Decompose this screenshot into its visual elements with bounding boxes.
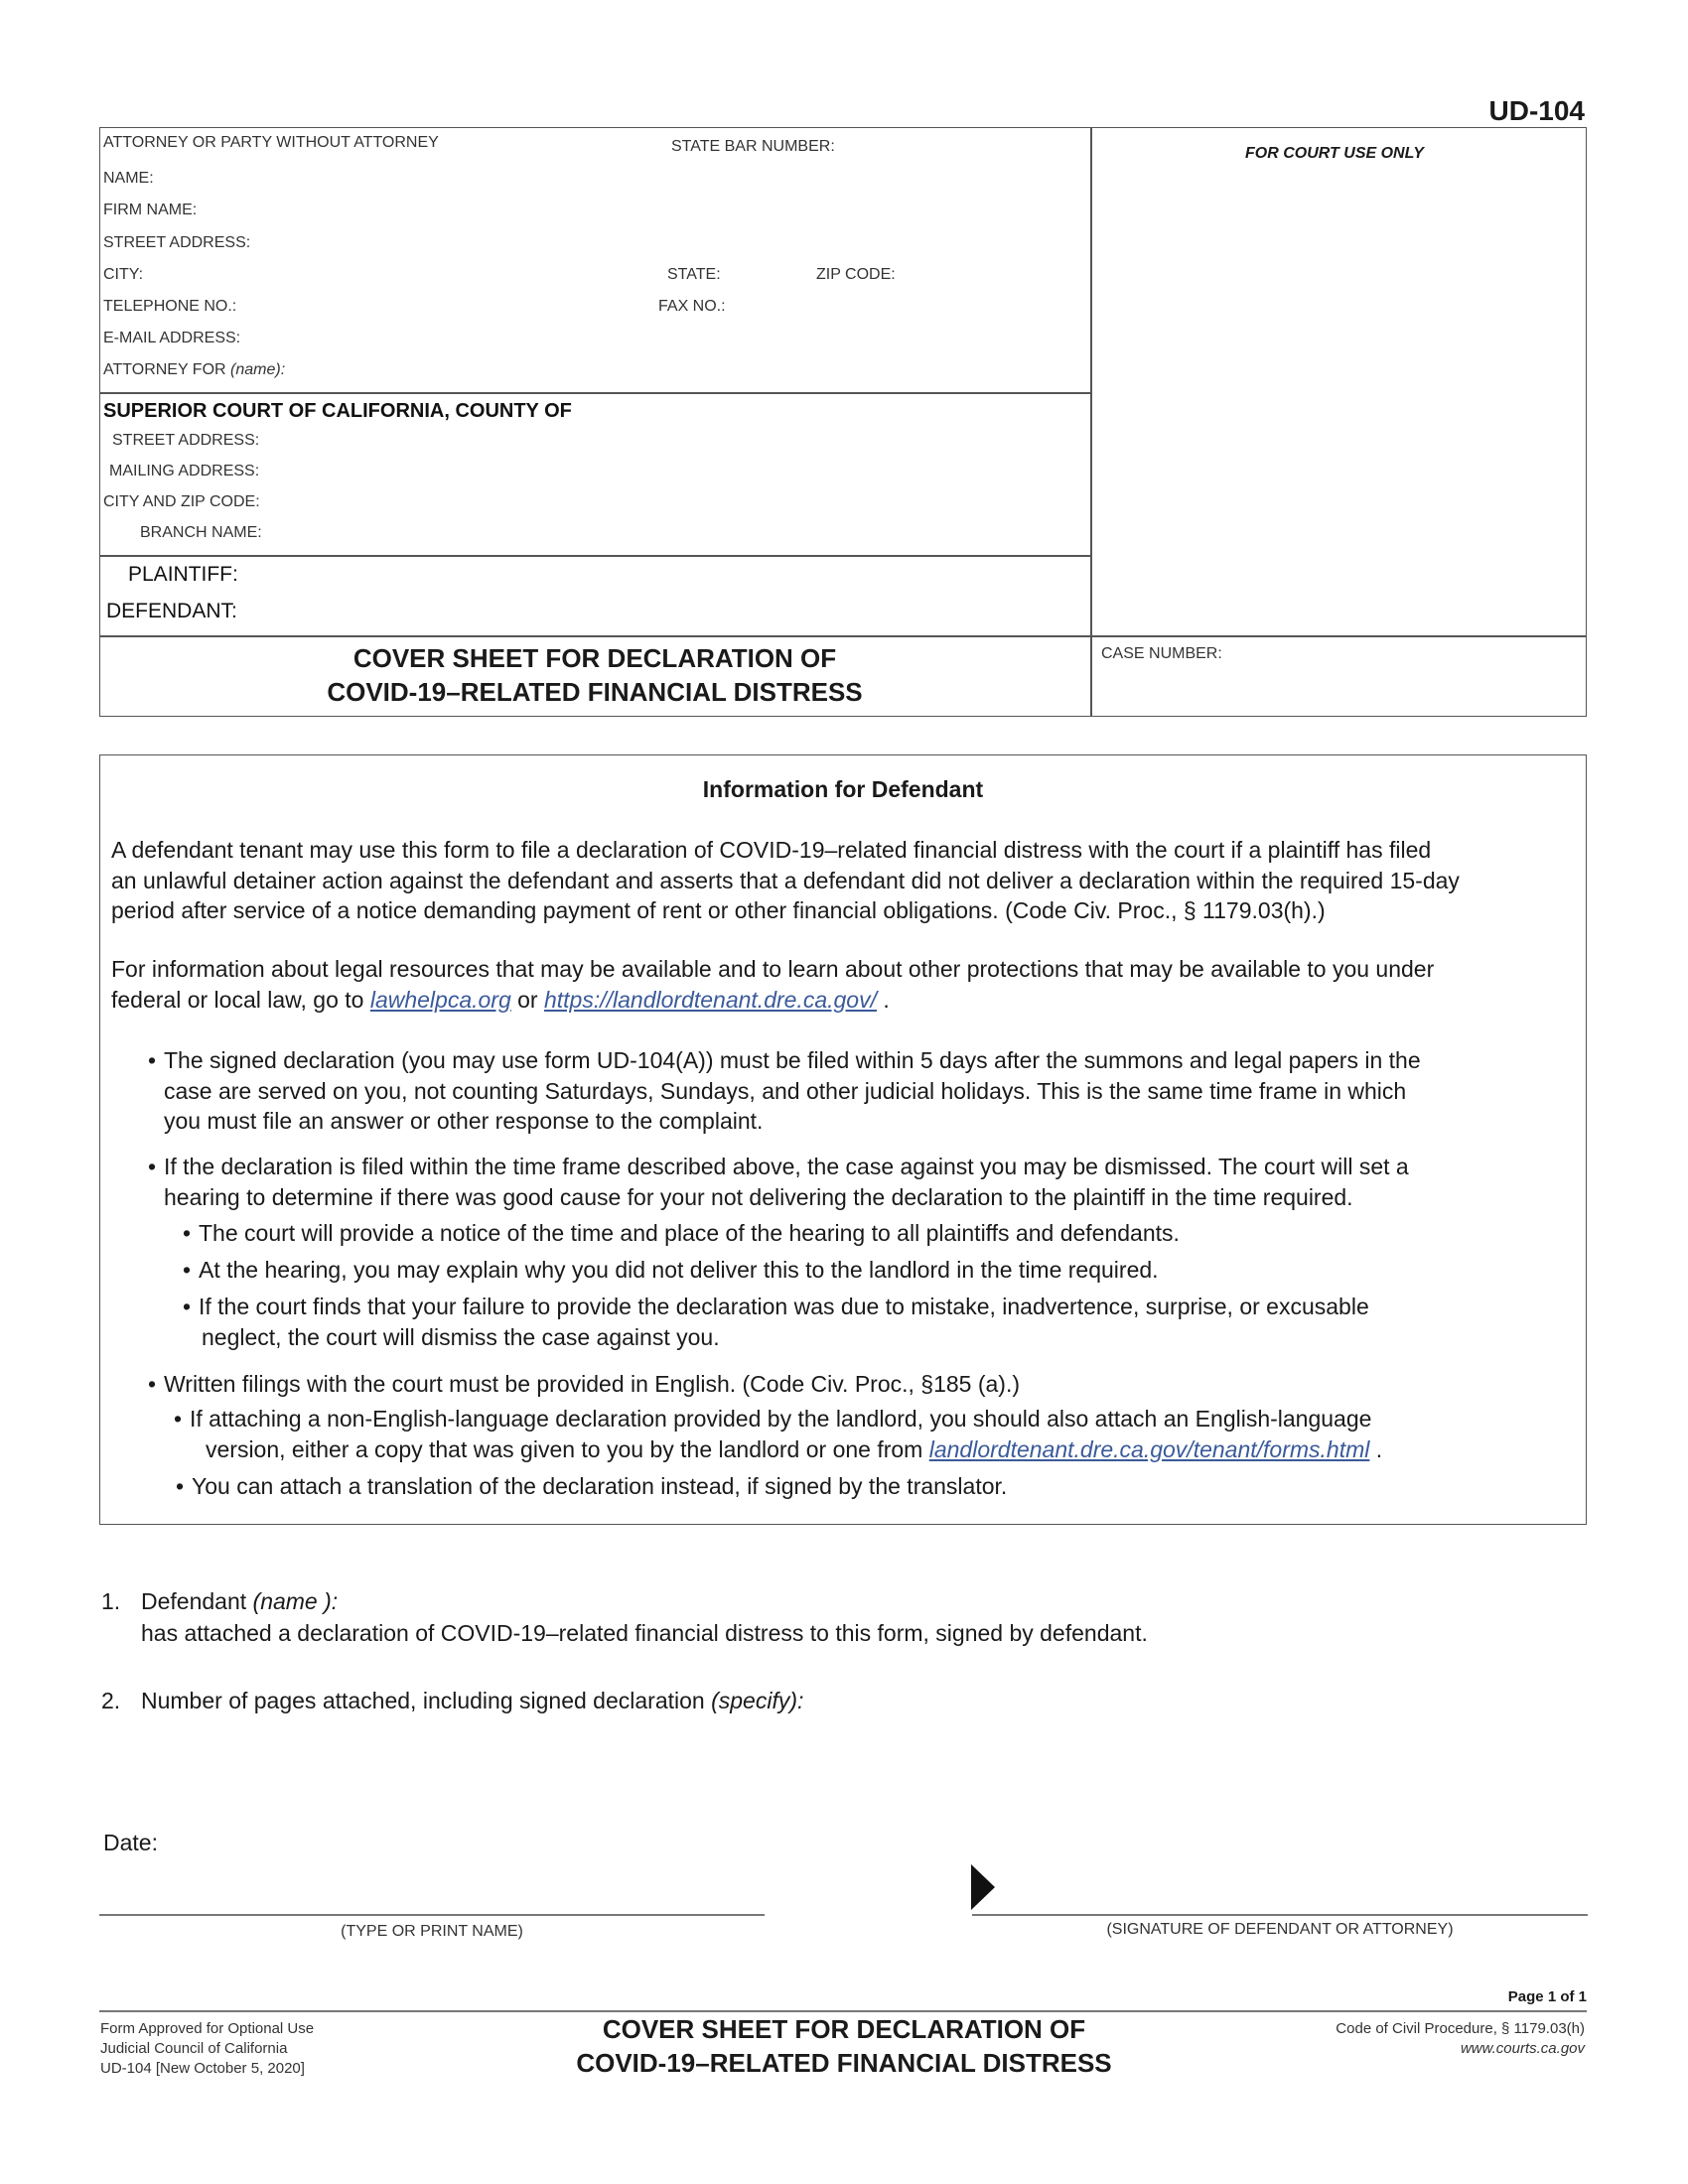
cover-title-line1: COVER SHEET FOR DECLARATION OF — [352, 643, 837, 673]
footer-right — [1336, 2019, 1585, 2059]
item-1 — [141, 1585, 1148, 1649]
footer-right-line2[interactable]: www.courts.ca.gov — [1460, 2040, 1585, 2057]
footer-title-line1: COVER SHEET FOR DECLARATION OF — [602, 2014, 1086, 2044]
item-1-line1 — [141, 1585, 1148, 1617]
state-bar-label: STATE BAR NUMBER: — [671, 138, 835, 155]
date-label: Date: — [103, 1830, 158, 1855]
footer-right-line1: Code of Civil Procedure, § 1179.03(h) — [1336, 2020, 1585, 2037]
caption-rule-title — [99, 635, 1587, 637]
footer-left-line2: Judicial Council of California — [100, 2040, 288, 2057]
signature-line — [972, 1914, 1588, 1916]
info-heading: Information for Defendant — [702, 776, 984, 802]
b2c-line1: • If the court finds that your failure to provide the declaration was due to mistake, inadvertence, surprise, or excusable — [199, 1294, 1369, 1319]
case-number-label: CASE NUMBER: — [1101, 645, 1222, 662]
info-paragraph-2 — [111, 954, 1434, 1015]
b2-line2: hearing to determine if there was good cause for your not delivering the declaration to the plaintiff in the time required. — [164, 1183, 1353, 1210]
caption-divider — [1090, 127, 1092, 717]
item-1-note: (name ): — [252, 1588, 339, 1614]
court-name: SUPERIOR COURT OF CALIFORNIA, COUNTY OF — [103, 400, 572, 422]
item-1-number: 1. — [101, 1588, 121, 1614]
court-city-label: CITY AND ZIP CODE: — [103, 493, 260, 510]
p1-line2: an unlawful detainer action against the defendant and asserts that a defendant did not deliver a declaration within the required 15-day — [111, 867, 1460, 893]
signature-arrow-icon — [971, 1864, 997, 1910]
court-branch-label: BRANCH NAME: — [140, 524, 262, 541]
bullet-hearing: • At the hearing, you may explain why you did not deliver this to the landlord in the time required. — [199, 1255, 1159, 1286]
bullet-notice: • The court will provide a notice of the time and place of the hearing to all plaintiffs and defendants. — [199, 1218, 1180, 1249]
signature-caption: (SIGNATURE OF DEFENDANT OR ATTORNEY) — [1106, 1921, 1454, 1938]
p1-line1: A defendant tenant may use this form to file a declaration of COVID-19–related financial distress with the court if a plaintiff has filed — [111, 837, 1432, 863]
item-2-label: Number of pages attached, including signed declaration — [141, 1688, 705, 1713]
cover-sheet-title — [99, 641, 1090, 709]
bullet-translation: • You can attach a translation of the declaration instead, if signed by the translator. — [192, 1471, 1007, 1502]
footer-title — [496, 2012, 1192, 2080]
b3a-line2-text: version, either a copy that was given to you by the landlord or one from — [206, 1435, 929, 1462]
landlordtenant-link[interactable]: https://landlordtenant.dre.ca.gov/ — [543, 986, 877, 1013]
footer-left-line3: UD-104 [New October 5, 2020] — [100, 2060, 305, 2077]
state-label: STATE: — [667, 266, 721, 283]
info-paragraph-1 — [111, 835, 1460, 926]
plaintiff-label: PLAINTIFF: — [128, 563, 238, 586]
page-indicator: Page 1 of 1 — [1507, 1988, 1587, 2005]
caption-rule-parties — [99, 555, 1090, 557]
footer-left-line1: Form Approved for Optional Use — [100, 2020, 315, 2037]
attorney-for-text: ATTORNEY FOR — [103, 361, 226, 378]
b3a-line2 — [190, 1434, 1382, 1465]
attorney-header: ATTORNEY OR PARTY WITHOUT ATTORNEY — [103, 134, 439, 151]
firm-name-label: FIRM NAME: — [103, 202, 198, 218]
b3a-line1: • If attaching a non-English-language declaration provided by the landlord, you should also attach an English-language — [190, 1406, 1372, 1432]
email-label: E-MAIL ADDRESS: — [103, 330, 241, 346]
defendant-label: DEFENDANT: — [106, 600, 237, 622]
court-mailing-label: MAILING ADDRESS: — [109, 463, 260, 479]
print-name-line — [99, 1914, 765, 1916]
bullet-court-finds — [199, 1292, 1369, 1352]
b1-line2: case are served on you, not counting Saturdays, Sundays, and other judicial holidays. This is the same time frame in which — [164, 1077, 1407, 1104]
bullet-filing-deadline — [164, 1045, 1421, 1137]
item-2 — [141, 1685, 803, 1716]
city-label: CITY: — [103, 266, 144, 283]
street-address-label: STREET ADDRESS: — [103, 234, 251, 251]
bullet-english: • Written filings with the court must be provided in English. (Code Civ. Proc., §185 (a).) — [164, 1369, 1020, 1400]
court-use-label: FOR COURT USE ONLY — [1245, 145, 1424, 162]
footer-title-line2: COVID-19–RELATED FINANCIAL DISTRESS — [576, 2048, 1112, 2078]
item-1-label: Defendant — [141, 1588, 247, 1614]
caption-rule-court — [99, 392, 1090, 394]
bullet-dismissal — [164, 1152, 1409, 1212]
p2-line1: For information about legal resources that may be available and to learn about other protections that may be available to you under — [111, 956, 1435, 982]
cover-title-line2: COVID-19–RELATED FINANCIAL DISTRESS — [327, 677, 863, 707]
attorney-for-note: (name): — [230, 361, 286, 378]
attorney-for-label — [103, 361, 285, 379]
b2c-line2: neglect, the court will dismiss the case against you. — [202, 1323, 720, 1350]
bullet-non-english — [190, 1404, 1382, 1464]
telephone-label: TELEPHONE NO.: — [103, 298, 237, 315]
form-number: UD-104 — [1488, 95, 1585, 126]
b1-line1: • The signed declaration (you may use form UD-104(A)) must be filed within 5 days after the summons and legal papers in the — [164, 1047, 1421, 1073]
footer-left — [100, 2019, 314, 2079]
p2-end-text: . — [876, 986, 890, 1013]
forms-link[interactable]: landlordtenant.dre.ca.gov/tenant/forms.html — [928, 1435, 1370, 1462]
zip-code-label: ZIP CODE: — [816, 266, 896, 283]
print-name-caption: (TYPE OR PRINT NAME) — [341, 1923, 523, 1940]
p1-line3: period after service of a notice demanding payment of rent or other financial obligations. (Code Civ. Proc., § 1179.03(h).) — [111, 897, 1326, 923]
fax-label: FAX NO.: — [658, 298, 726, 315]
item-1-line2: has attached a declaration of COVID-19–related financial distress to this form, signed by defendant. — [141, 1620, 1148, 1646]
item-2-note: (specify): — [711, 1688, 804, 1713]
p2-line2 — [111, 985, 1434, 1016]
p2-or-text: or — [510, 986, 544, 1013]
name-label: NAME: — [103, 170, 154, 187]
b3a-end-text: . — [1369, 1435, 1383, 1462]
b1-line3: you must file an answer or other response to the complaint. — [164, 1108, 764, 1134]
item-2-number: 2. — [101, 1688, 121, 1713]
p2-line2-text: federal or local law, go to — [111, 986, 370, 1013]
court-street-label: STREET ADDRESS: — [112, 432, 260, 449]
b2-line1: • If the declaration is filed within the time frame described above, the case against you may be dismissed. The court will set a — [164, 1154, 1409, 1179]
lawhelpca-link[interactable]: lawhelpca.org — [369, 986, 511, 1013]
